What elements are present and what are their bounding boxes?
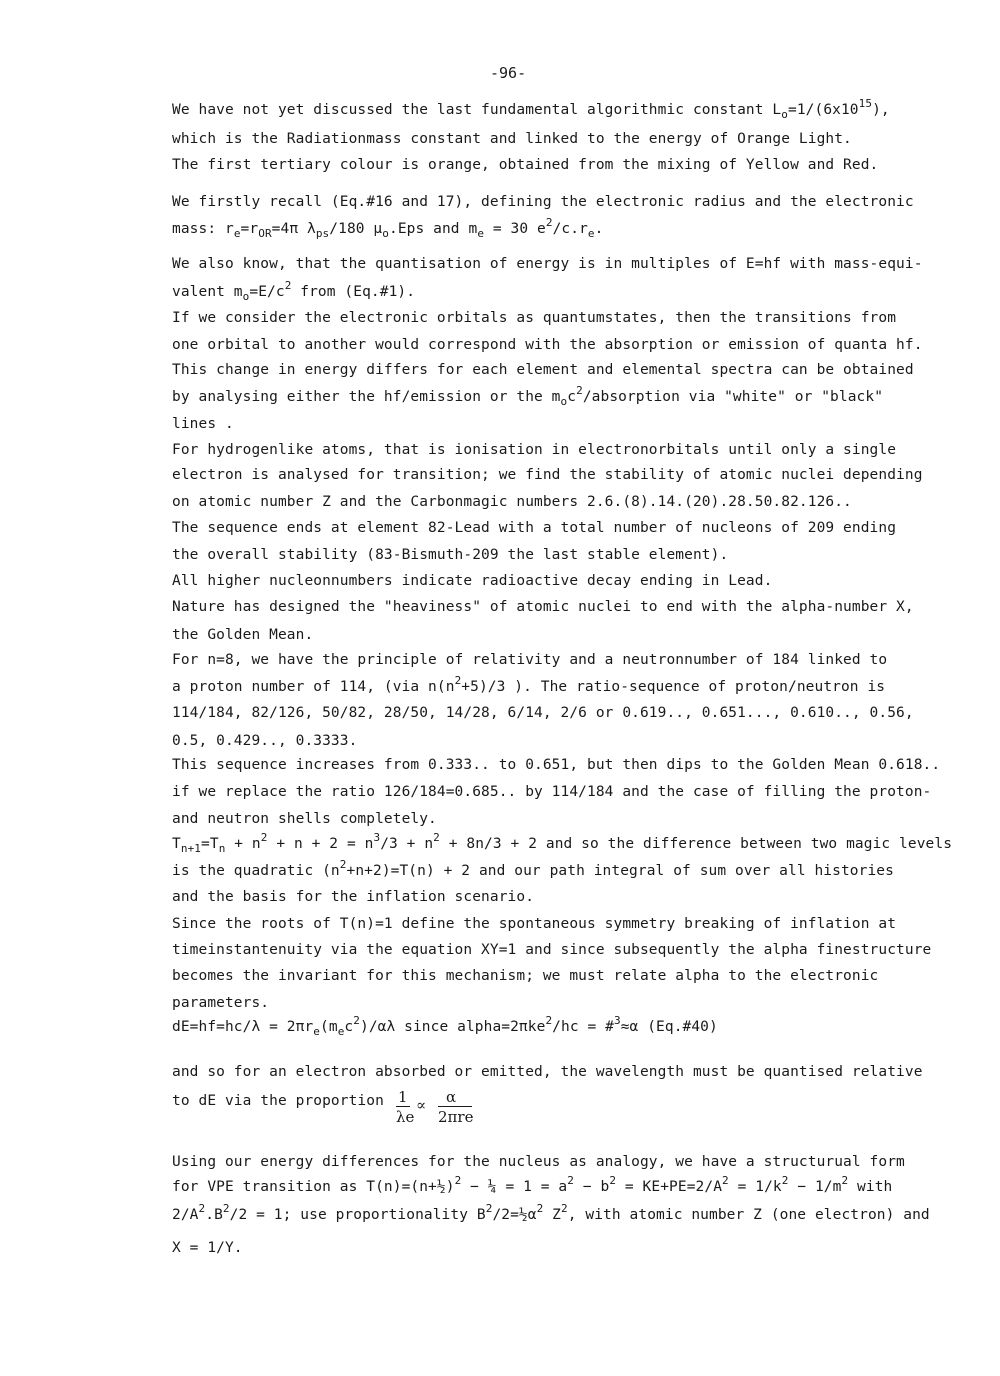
proportion-formula: [394, 1088, 504, 1132]
fraction-numerator: 1: [398, 1088, 408, 1106]
text-line: $T_{n+1}=T_n + n^2 + n + 2 = n^3/3 + n^2 + 8n/3 + 2$ and so the difference between two magic levels: [172, 831, 953, 855]
text-line: The first tertiary colour is orange, obtained from the mixing of Yellow and Red.: [172, 157, 879, 173]
text-line: for VPE transition as T(n)=(n+½)$^2$ − ¼ = $1 = a^2 - b^2 = KE+PE=2/A^2 = 1/k^2 - 1/m^2$ with: [172, 1174, 893, 1195]
text-line: electron is analysed for transition; we find the stability of atomic nuclei depending: [172, 467, 923, 483]
text-line: if we replace the ratio 126/184=0.685.. by 114/184 and the case of filling the proton-: [172, 784, 932, 800]
text-line: Using our energy differences for the nucleus as analogy, we have a structurual form: [172, 1154, 905, 1170]
text-line: Nature has designed the "heaviness" of atomic nuclei to end with the alpha-number X,: [172, 599, 914, 615]
text-line: a proton number of 114, (via $n(n^2+5)/3$ ). The ratio-sequence of proton/neutron is: [172, 674, 886, 695]
fraction-denominator: 2πre: [438, 1108, 474, 1126]
text-line: the Golden Mean.: [172, 627, 314, 643]
text-line: All higher nucleonnumbers indicate radioactive decay ending in Lead.: [172, 573, 773, 589]
text-line: lines .: [172, 416, 234, 432]
text-line: 114/184, 82/126, 50/82, 28/50, 14/28, 6/14, 2/6 or 0.619.., 0.651..., 0.610.., 0.56,: [172, 705, 914, 721]
text-line: For n=8, we have the principle of relativity and a neutronnumber of 184 linked to: [172, 652, 888, 668]
text-line: timeinstantenuity via the equation XY=1 and since subsequently the alpha finestructure: [172, 942, 932, 958]
text-line: This change in energy differs for each element and elemental spectra can be obtained: [172, 362, 914, 378]
text-line: The sequence ends at element 82-Lead with a total number of nucleons of 209 ending: [172, 520, 897, 536]
text-line: For hydrogenlike atoms, that is ionisation in electronorbitals until only a single: [172, 442, 897, 458]
text-line: This sequence increases from 0.333.. to 0.651, but then dips to the Golden Mean 0.618..: [172, 757, 941, 773]
text-line: Since the roots of T(n)=1 define the spontaneous symmetry breaking of inflation at: [172, 916, 897, 932]
text-line: We also know, that the quantisation of energy is in multiples of E=hf with mass-equi-: [172, 256, 923, 272]
text-line: is the quadratic $(n^2+n+2)=T(n) + 2$ and our path integral of sum over all histories: [172, 858, 894, 879]
text-line: $2/A^2.B^2/2 = 1$; use proportionality $B^2/2=\frac{1}{2}\alpha^2$ $Z^2$, with atomic number Z (one electron) and: [172, 1202, 930, 1223]
text-line: on atomic number Z and the Carbonmagic numbers 2.6.(8).14.(20).28.50.82.126..: [172, 494, 852, 510]
fraction-numerator: α: [446, 1088, 457, 1106]
text-line: mass: $r_e=r_{OR}=4\pi$ $\lambda_{ps}/180$ $\mu_o.Eps$ and $m_e = 30$ $e^2/c.r_e$.: [172, 216, 604, 240]
text-line: parameters.: [172, 995, 270, 1011]
page-number: -96-: [490, 64, 527, 82]
text-line: by analysing either the hf/emission or the $m_oc^2$/absorption via "white" or "black": [172, 384, 884, 408]
text-line: We firstly recall (Eq.#16 and 17), defining the electronic radius and the electronic: [172, 194, 914, 210]
text-line: 0.5, 0.429.., 0.3333.: [172, 733, 358, 749]
text-line: one orbital to another would correspond with the absorption or emission of quanta hf.: [172, 337, 923, 353]
text-line: becomes the invariant for this mechanism; we must relate alpha to the electronic: [172, 968, 879, 984]
text-line: to dE via the proportion: [172, 1093, 384, 1109]
text-line: and the basis for the inflation scenario.: [172, 889, 535, 905]
text-line: valent $m_o=E/c^2$ from (Eq.#1).: [172, 279, 416, 303]
text-line: If we consider the electronic orbitals as quantumstates, then the transitions from: [172, 310, 897, 326]
equation-line: $dE=hf=hc/\lambda = 2\pi r_e(m_ec^2)/\alpha\lambda$ since alpha=2πke$^2$/hc = #$^3$≈α (Eq.#40): [172, 1014, 718, 1038]
fraction-bar: [438, 1106, 472, 1107]
text-line: We have not yet discussed the last fundamental algorithmic constant $L_o=1/(6x10^{15})$,: [172, 97, 890, 121]
text-line: which is the Radiationmass constant and linked to the energy of Orange Light.: [172, 131, 852, 147]
proportional-symbol: ∝: [416, 1096, 427, 1114]
fraction-bar: [396, 1106, 410, 1107]
text-line: X = 1/Y.: [172, 1240, 243, 1256]
fraction-denominator: λe: [396, 1108, 415, 1126]
text-line: and neutron shells completely.: [172, 811, 437, 827]
text-line: the overall stability (83-Bismuth-209 the last stable element).: [172, 547, 729, 563]
text-line: and so for an electron absorbed or emitted, the wavelength must be quantised relative: [172, 1064, 923, 1080]
